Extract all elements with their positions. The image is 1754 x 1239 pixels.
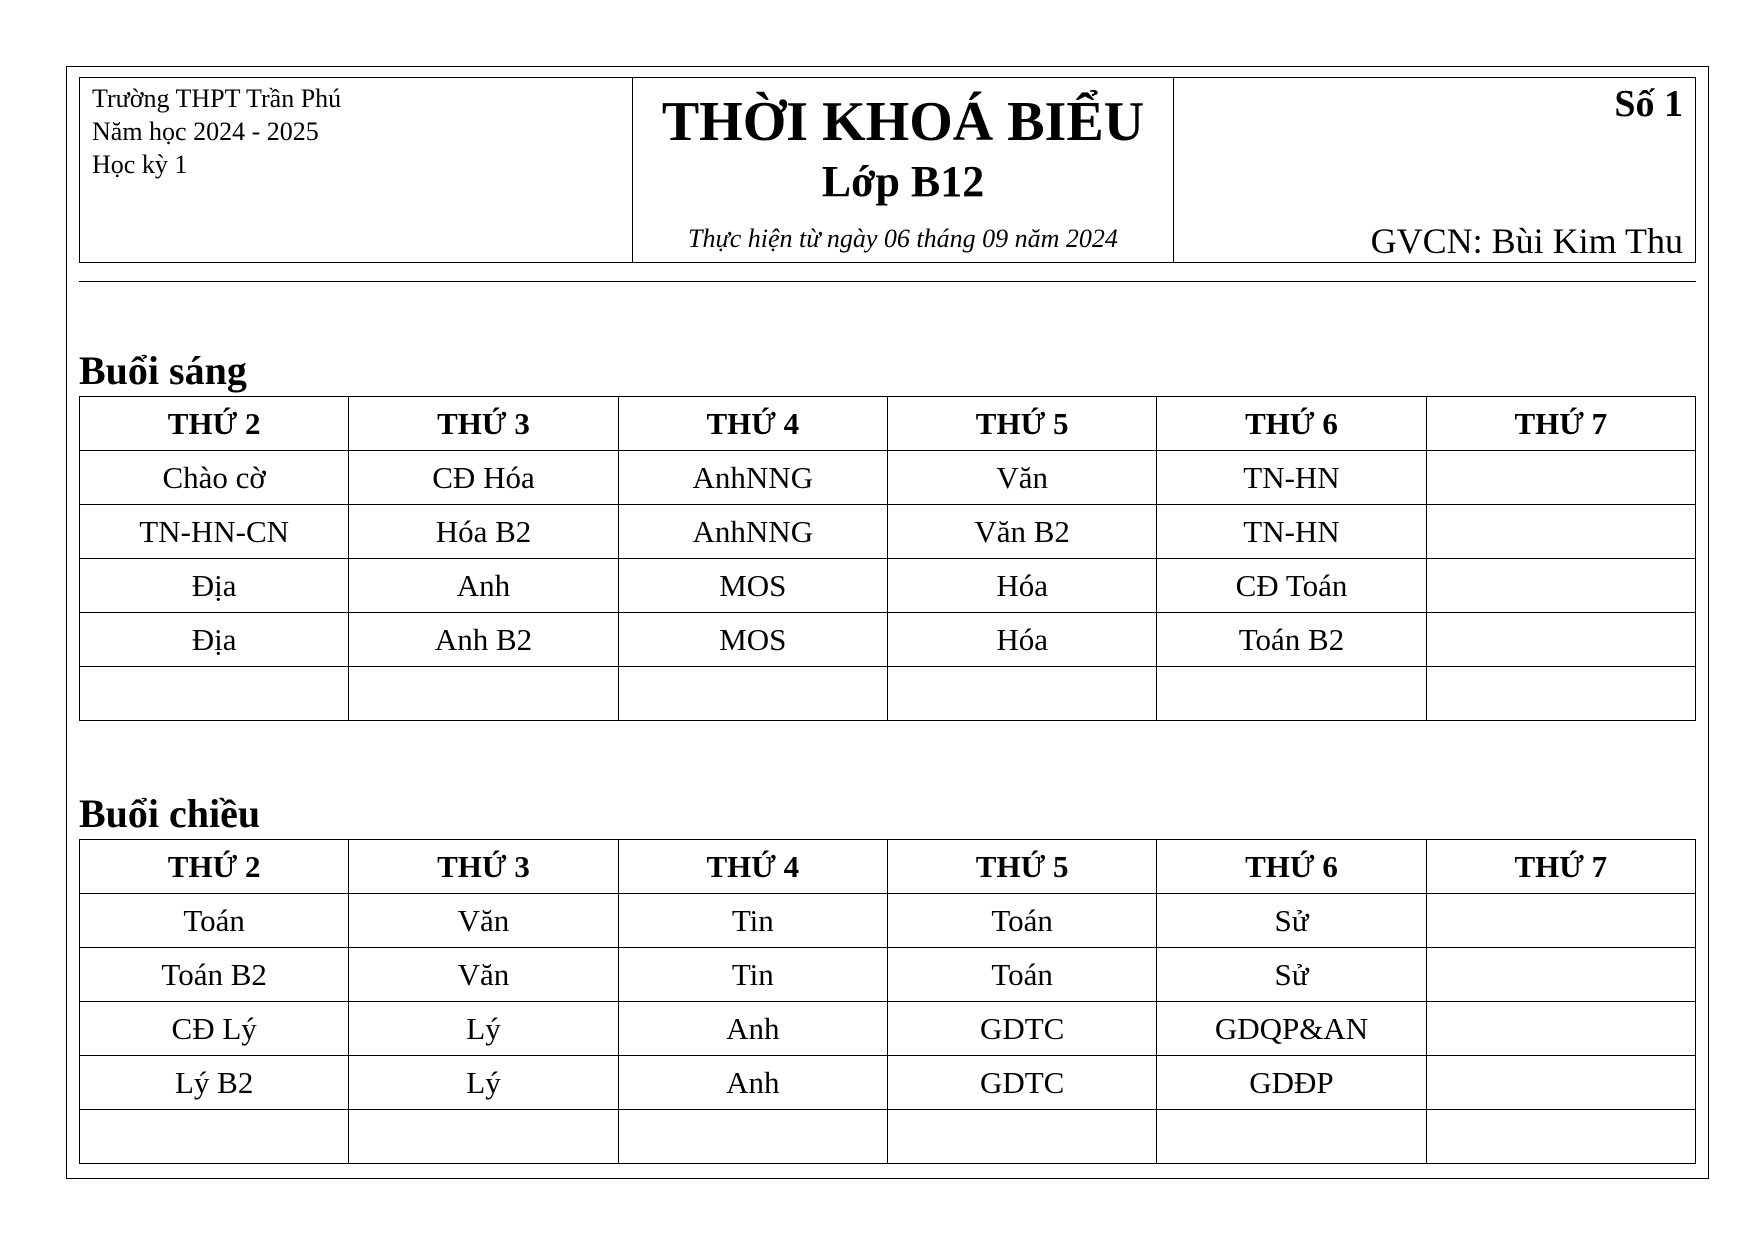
subject-cell: Sử [1157,894,1426,948]
period-row [80,1110,1696,1164]
day-header: THỨ 7 [1426,397,1695,451]
subject-cell [618,1110,887,1164]
subject-cell [1426,1002,1695,1056]
subject-cell: Sử [1157,948,1426,1002]
subject-cell: Tin [618,948,887,1002]
subject-cell: CĐ Toán [1157,559,1426,613]
period-row [80,948,1696,1002]
morning-section-title: Buổi sáng [79,348,247,393]
subject-cell [1426,894,1695,948]
subject-cell: Toán B2 [80,948,349,1002]
subject-cell [1426,1056,1695,1110]
document-number: Số 1 [1614,83,1683,125]
header-row [80,840,1696,894]
subject-cell: Văn [349,894,618,948]
day-header: THỨ 5 [887,397,1156,451]
subject-cell [1426,613,1695,667]
period-row [80,451,1696,505]
afternoon-section-title: Buổi chiều [79,791,261,836]
day-header: THỨ 2 [80,840,349,894]
day-header: THỨ 4 [618,397,887,451]
subject-cell: Địa [80,559,349,613]
header-row [80,397,1696,451]
subject-cell: GDTC [887,1056,1156,1110]
afternoon-schedule-table [79,839,1696,1164]
subject-cell: AnhNNG [618,505,887,559]
day-header: THỨ 3 [349,840,618,894]
subject-cell: Hóa [887,559,1156,613]
subject-cell: Chào cờ [80,451,349,505]
subject-cell: Văn [887,451,1156,505]
period-row [80,505,1696,559]
subject-cell: GDTC [887,1002,1156,1056]
subject-cell: CĐ Hóa [349,451,618,505]
subject-cell [1426,559,1695,613]
document-meta [1174,78,1696,263]
semester: Học kỳ 1 [92,150,188,179]
subject-cell: Hóa [887,613,1156,667]
subject-cell: GDĐP [1157,1056,1426,1110]
subject-cell [1426,948,1695,1002]
subject-cell [80,1110,349,1164]
subject-cell: AnhNNG [618,451,887,505]
document-title: THỜI KHOÁ BIỂU [661,91,1145,153]
homeroom-teacher: GVCN: Bùi Kim Thu [1370,221,1683,261]
period-row [80,613,1696,667]
school-year: Năm học 2024 - 2025 [92,117,319,146]
subject-cell [1426,667,1695,721]
subject-cell [887,1110,1156,1164]
subject-cell: TN-HN [1157,505,1426,559]
day-header: THỨ 6 [1157,397,1426,451]
subject-cell: Anh [349,559,618,613]
school-name: Trường THPT Trần Phú [92,84,342,113]
subject-cell: Lý B2 [80,1056,349,1110]
period-row [80,1002,1696,1056]
subject-cell: TN-HN-CN [80,505,349,559]
subject-cell: Lý [349,1056,618,1110]
period-row [80,667,1696,721]
day-header: THỨ 2 [80,397,349,451]
header-divider [79,281,1696,282]
period-row [80,1056,1696,1110]
subject-cell: MOS [618,613,887,667]
period-row [80,559,1696,613]
subject-cell [1426,505,1695,559]
subject-cell [618,667,887,721]
subject-cell: Văn B2 [887,505,1156,559]
subject-cell: Anh [618,1056,887,1110]
subject-cell [349,1110,618,1164]
subject-cell: Văn [349,948,618,1002]
subject-cell [1157,1110,1426,1164]
day-header: THỨ 3 [349,397,618,451]
subject-cell: Anh B2 [349,613,618,667]
school-info [80,78,633,263]
subject-cell [1157,667,1426,721]
day-header: THỨ 7 [1426,840,1695,894]
subject-cell: TN-HN [1157,451,1426,505]
subject-cell [349,667,618,721]
day-header: THỨ 4 [618,840,887,894]
document-header [79,77,1696,263]
effective-date: Thực hiện từ ngày 06 tháng 09 năm 2024 [688,224,1118,253]
subject-cell: Tin [618,894,887,948]
subject-cell: Anh [618,1002,887,1056]
subject-cell: CĐ Lý [80,1002,349,1056]
day-header: THỨ 6 [1157,840,1426,894]
subject-cell [887,667,1156,721]
subject-cell: MOS [618,559,887,613]
subject-cell: Toán [80,894,349,948]
subject-cell: Toán [887,894,1156,948]
morning-schedule-table [79,396,1696,721]
subject-cell: Lý [349,1002,618,1056]
subject-cell [1426,1110,1695,1164]
day-header: THỨ 5 [887,840,1156,894]
subject-cell [80,667,349,721]
subject-cell [1426,451,1695,505]
subject-cell: Hóa B2 [349,505,618,559]
subject-cell: Toán [887,948,1156,1002]
period-row [80,894,1696,948]
class-name: Lớp B12 [821,157,985,206]
subject-cell: Địa [80,613,349,667]
subject-cell: GDQP&AN [1157,1002,1426,1056]
subject-cell: Toán B2 [1157,613,1426,667]
title-block [633,78,1174,263]
